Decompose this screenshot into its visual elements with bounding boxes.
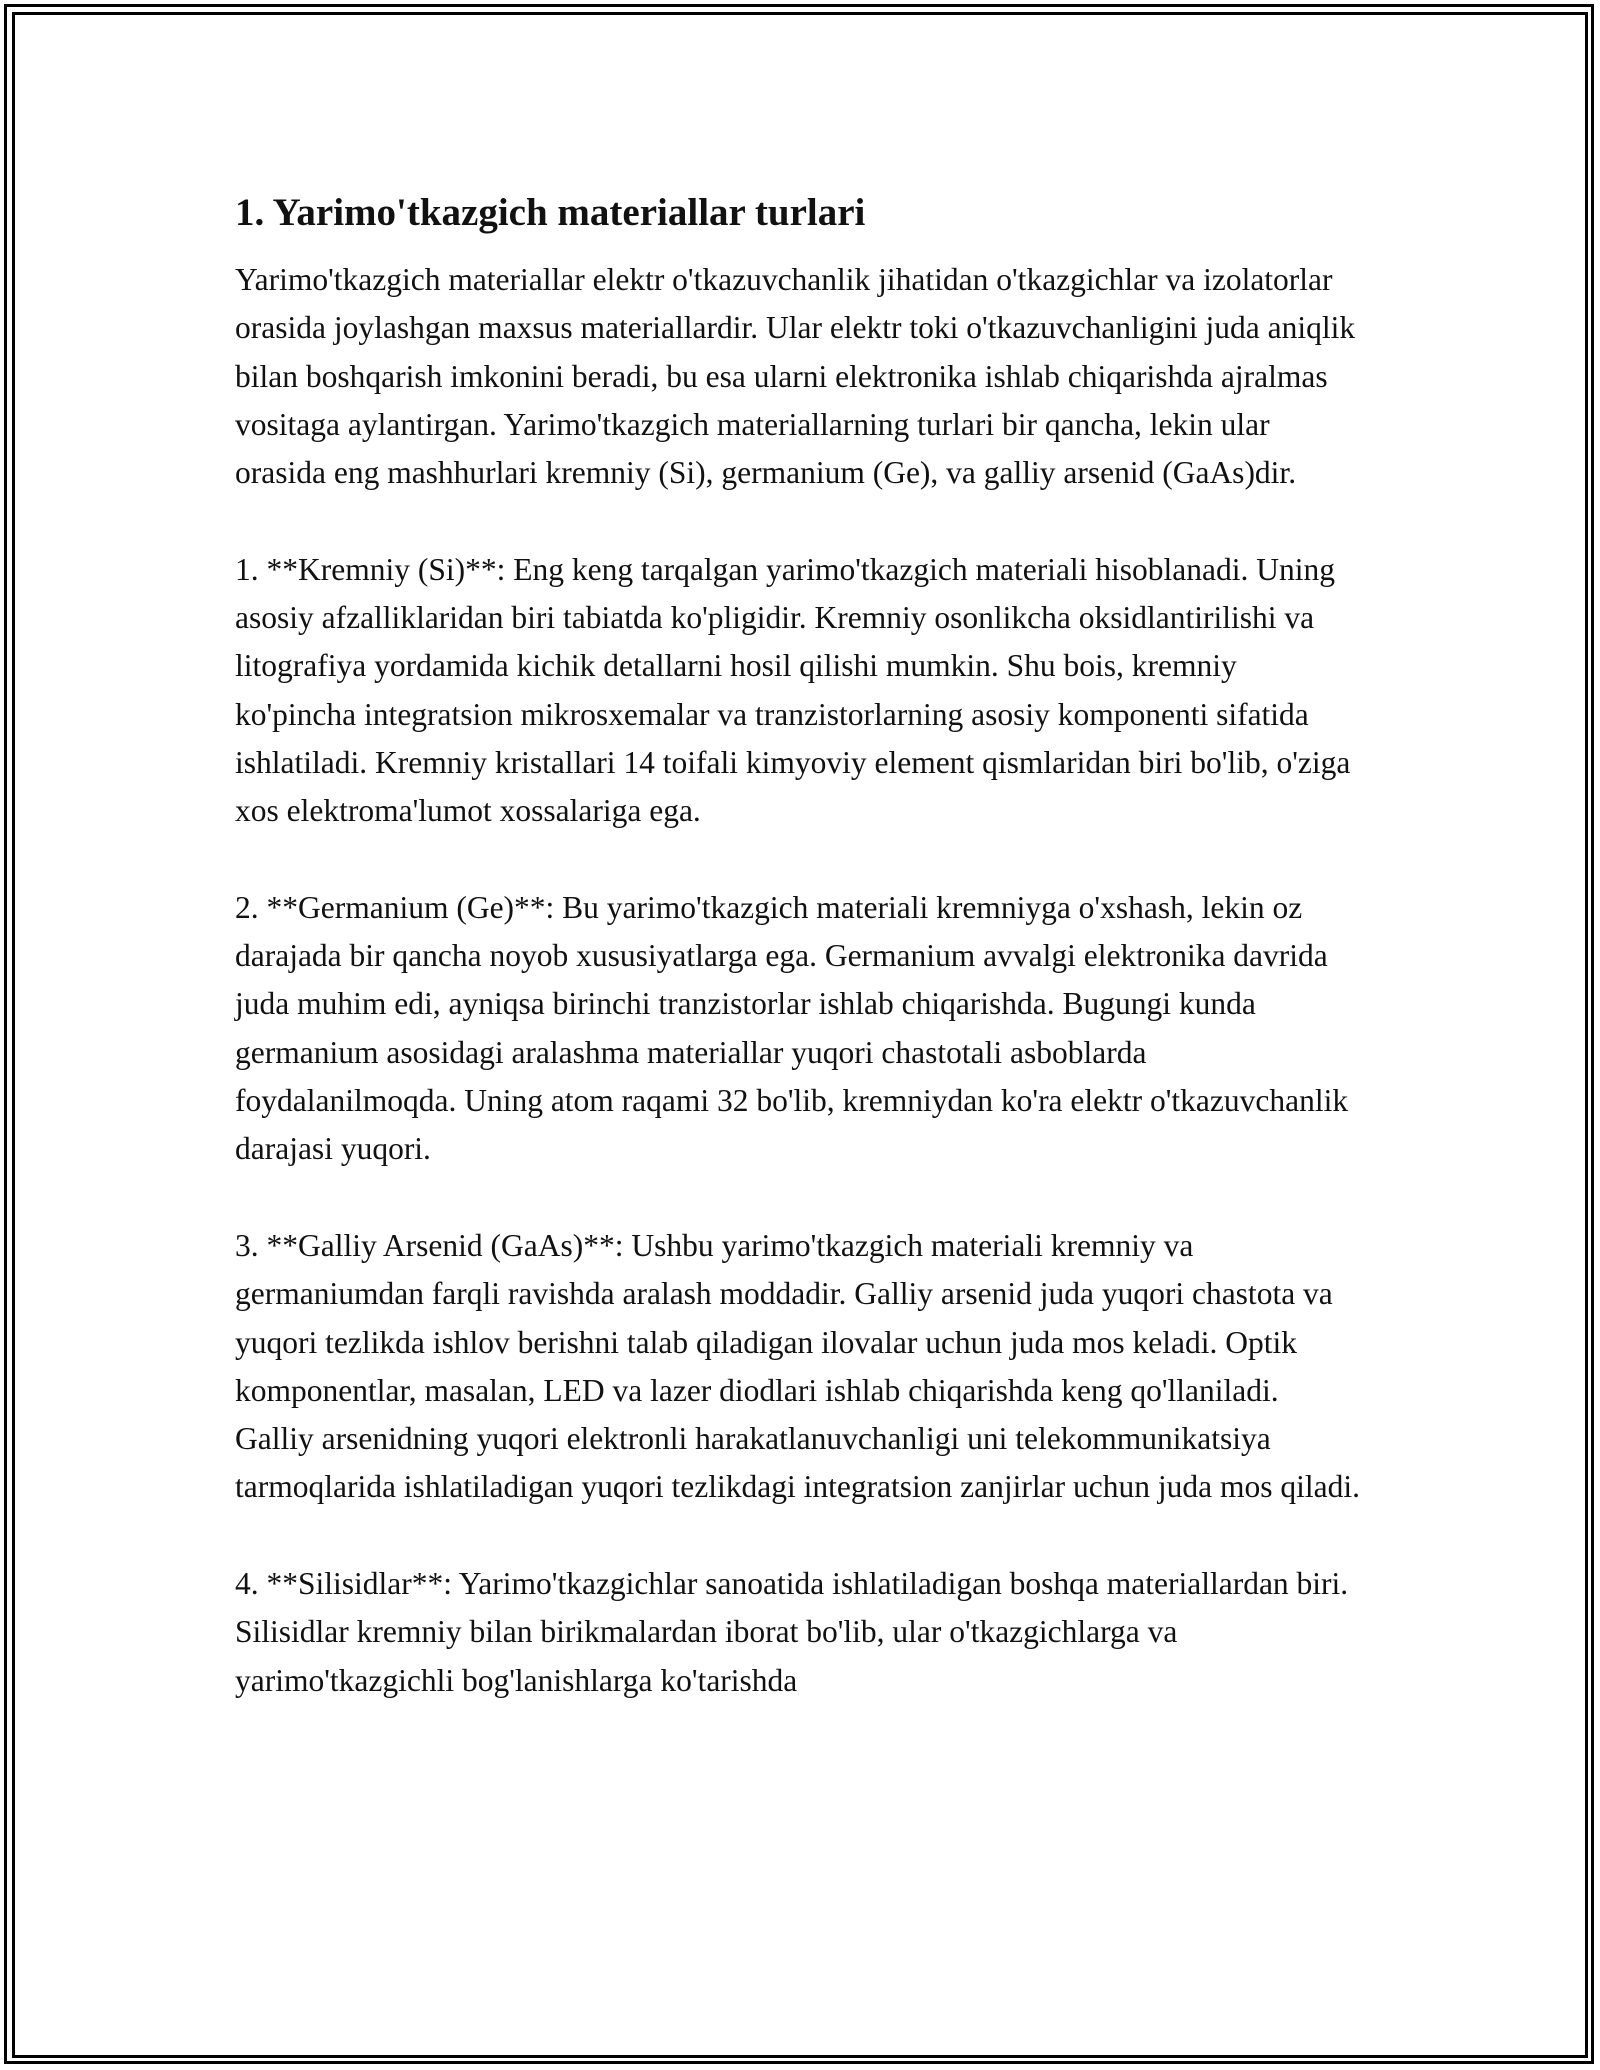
silisidlar-paragraph: 4. **Silisidlar**: Yarimo'tkazgichlar sanoatida ishlatiladigan boshqa materiallardan biri. Silisidlar kremniy bilan birikmalardan iborat bo'lib, ular o'tkazgichlarga va yarimo'tkazgichli bog'lanishlarga ko'tarishda xyxy=(235,1566,1349,1698)
section-heading: 1. Yarimo'tkazgich materiallar turlari xyxy=(235,191,866,234)
intro-paragraph: Yarimo'tkazgich materiallar elektr o'tkazuvchanlik jihatidan o'tkazgichlar va izolatorlar orasida joylashgan maxsus materiallardir. Ular elektr toki o'tkazuvchanligini juda aniqlik bilan boshqarish imkonini beradi, bu esa ularni elektronika ishlab chiqarishda ajralmas vositaga aylantirgan. Yarimo'tkazgich materiallarning turlari bir qancha, lekin ular orasida eng mashhurlari kremniy (Si), germanium (Ge), va galliy arsenid (GaAs)dir. xyxy=(235,262,1356,491)
kremniy-paragraph: 1. **Kremniy (Si)**: Eng keng tarqalgan yarimo'tkazgich materiali hisoblanadi. Uning asosiy afzalliklaridan biri tabiatda ko'pligidir. Kremniy osonlikcha oksidlantirilishi va litografiya yordamida kichik detallarni hosil qilishi mumkin. Shu bois, kremniy ko'pincha integratsion mikrosxemalar va tranzistorlarning asosiy komponenti sifatida ishlatiladi. Kremniy kristallari 14 toifali kimyoviy element qismlaridan biri bo'lib, o'ziga xos elektroma'lumot xossalariga ega. xyxy=(235,551,1351,829)
document-body xyxy=(235,184,1365,1753)
galliy-arsenid-paragraph: 3. **Galliy Arsenid (GaAs)**: Ushbu yarimo'tkazgich materiali kremniy va germaniumdan farqli ravishda aralash moddadir. Galliy arsenid juda yuqori chastota va yuqori tezlikda ishlov berishni talab qiladigan ilovalar uchun juda mos keladi. Optik komponentlar, masalan, LED va lazer diodlari ishlab chiqarishda keng qo'llaniladi. Galliy arsenidning yuqori elektronli harakatlanuvchanligi uni telekommunikatsiya tarmoqlarida ishlatiladigan yuqori tezlikdagi integratsion zanjirlar uchun juda mos qiladi. xyxy=(235,1227,1360,1505)
germanium-paragraph: 2. **Germanium (Ge)**: Bu yarimo'tkazgich materiali kremniyga o'xshash, lekin oz darajada bir qancha noyob xususiyatlarga ega. Germanium avvalgi elektronika davrida juda muhim edi, ayniqsa birinchi tranzistorlar ishlab chiqarishda. Bugungi kunda germanium asosidagi aralashma materiallar yuqori chastotali asboblarda foydalanilmoqda. Uning atom raqami 32 bo'lib, kremniydan ko'ra elektr o'tkazuvchanlik darajasi yuqori. xyxy=(235,889,1349,1167)
